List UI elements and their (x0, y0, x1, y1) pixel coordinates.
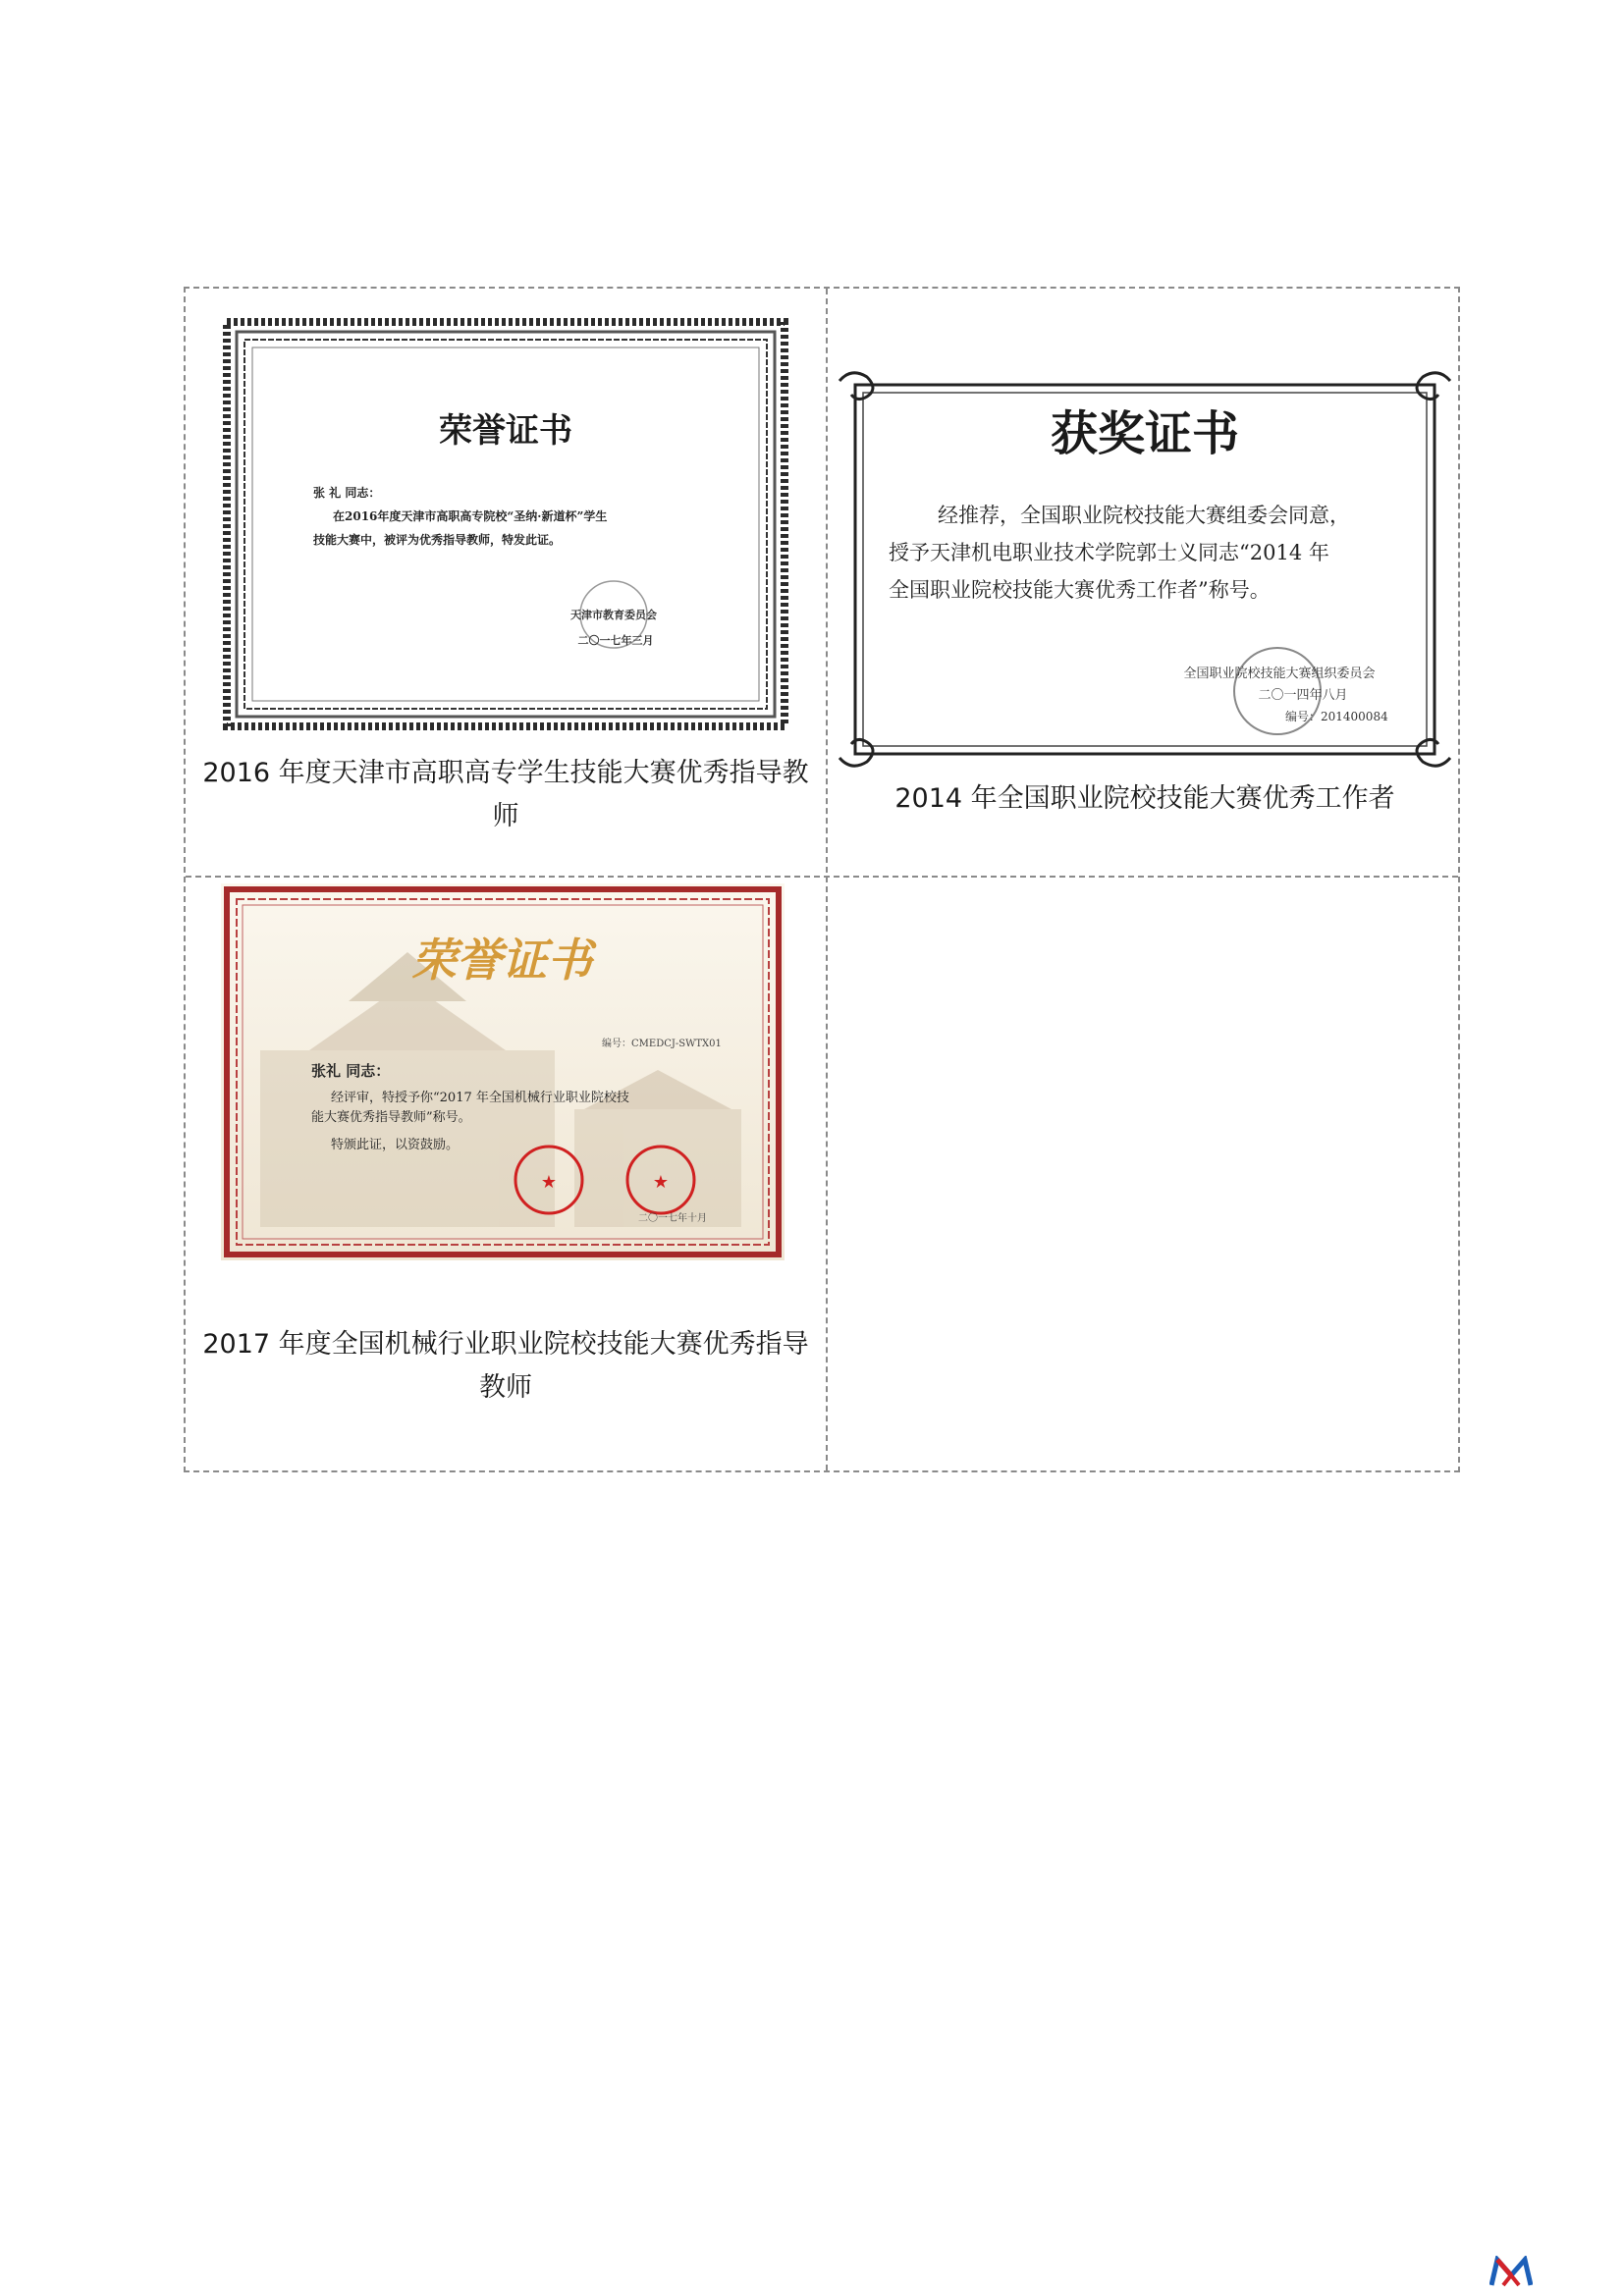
cell-certificate-2016 (186, 289, 826, 876)
certificate-body-line: 能大赛优秀指导教师”称号。 (311, 1110, 471, 1125)
caption-2016: 2016 年度天津市高职高专学生技能大赛优秀指导教师 (202, 758, 809, 831)
certificate-body-line: 授予天津机电职业技术学院郭士义同志“2014 年 (889, 541, 1329, 564)
certificate-image-2016 (223, 318, 788, 730)
certificate-date: 二〇一七年三月 (577, 634, 654, 647)
caption-2014: 2014 年全国职业院校技能大赛优秀工作者 (894, 783, 1395, 814)
certificate-body-line: 经评审，特授予你“2017 年全国机械行业职业院校技 (331, 1091, 629, 1105)
seal-star-icon: ★ (540, 1172, 558, 1193)
certificate-number: 编号：201400084 (1285, 710, 1388, 723)
certificate-issuer: 全国职业院校技能大赛组织委员会 (1183, 667, 1376, 681)
certificate-image-2014 (838, 367, 1452, 772)
certificate-number: 编号：CMEDCJ-SWTX01 (602, 1039, 722, 1049)
publisher-logo-icon (1489, 2256, 1533, 2287)
certificate-body-line: 技能大赛中，被评为优秀指导教师，特发此证。 (313, 533, 562, 547)
certificate-body-line: 在2016年度天津市高职高专院校“圣纳·新道杯”学生 (333, 509, 608, 523)
certificate-issuer: 天津市教育委员会 (570, 609, 657, 621)
certificate-date: 二〇一四年八月 (1258, 688, 1348, 703)
certificate-title: 荣誉证书 (439, 411, 572, 451)
certificate-body-line: 特颁此证，以资鼓励。 (331, 1138, 460, 1152)
certificate-title: 荣誉证书 (411, 934, 592, 987)
certificate-date: 二〇一七年十月 (638, 1213, 707, 1224)
certificate-title: 获奖证书 (1050, 406, 1240, 461)
cell-certificate-2017 (186, 878, 826, 1472)
certificate-table (184, 287, 1460, 1472)
certificate-recipient: 张礼 同志： (311, 1062, 391, 1080)
certificate-body-line: 全国职业院校技能大赛优秀工作者”称号。 (889, 578, 1271, 602)
caption-2017: 2017 年度全国机械行业职业院校技能大赛优秀指导教师 (202, 1329, 809, 1403)
certificate-image-2017 (221, 883, 785, 1260)
cell-empty (828, 878, 1462, 1472)
certificate-body-line: 经推荐，全国职业院校技能大赛组委会同意， (938, 504, 1350, 527)
certificate-recipient: 张 礼 同志： (313, 486, 381, 500)
cell-certificate-2014 (828, 289, 1462, 876)
seal-star-icon: ★ (652, 1172, 670, 1193)
